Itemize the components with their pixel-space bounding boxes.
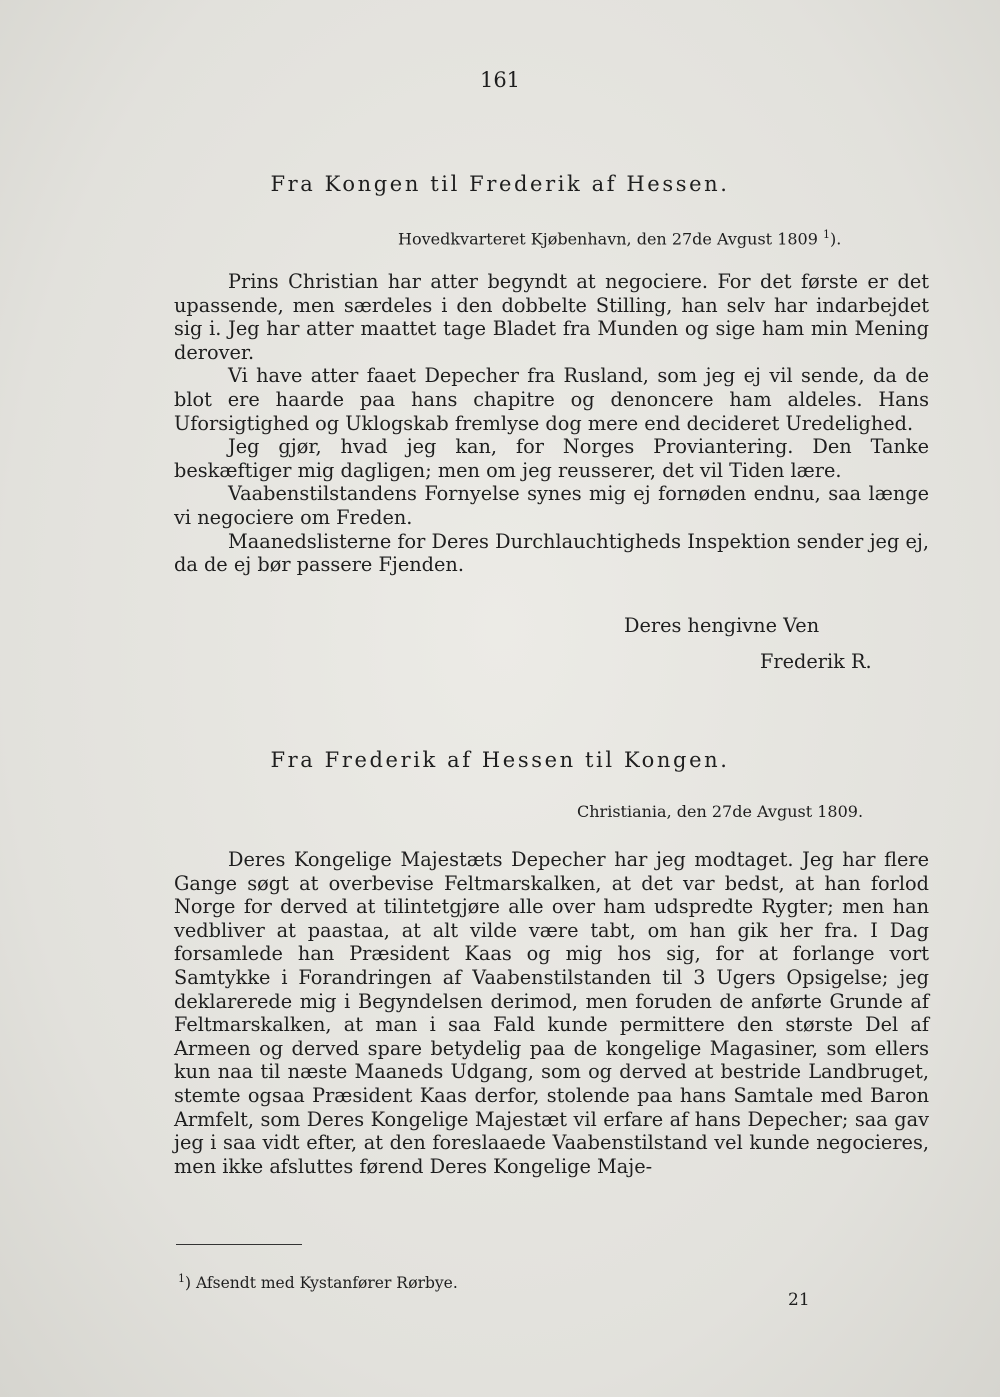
letter1-dateline-suffix: ). bbox=[830, 229, 842, 249]
letter1-footnote-mark: 1 bbox=[823, 228, 830, 241]
letter2-dateline: Christiania, den 27de Avgust 1809. bbox=[577, 802, 864, 821]
footnote-divider bbox=[176, 1244, 302, 1245]
page-number: 161 bbox=[479, 68, 521, 92]
footnote-text: Afsendt med Kystanfører Rørbye. bbox=[196, 1274, 458, 1293]
letter2-paragraph-1: Deres Kongelige Majestæts Depecher har jeg modtaget. Jeg har flere Gange søgt at overbevise Feltmarskalken, at det var bedst, at han forlod Norge for derved at tilintetgjøre alle over ham udspredte Rygter; men han vedbliver at paastaa, at alt vilde være tabt, om han gik her fra. I Dag forsamlede han Præsident Kaas og mig hos sig, for at forlange vort Samtykke i Forandringen af Vaabenstilstanden til 3 Ugers Opsigelse; jeg deklarerede mig i Begyndelsen derimod, men foruden de anførte Grunde af Feltmarskalken, at man i saa Fald kunde permittere den største Del af Armeen og derved spare betydelig paa de kongelige Magasiner, som ellers kun naa til næste Maaneds Udgang, som og derved at bestride Landbruget, stemte ogsaa Præsident Kaas derfor, stolende paa hans Samtale med Baron Armfelt, som Deres Kongelige Majestæt vil erfare af hans Depecher; saa gav jeg i saa vidt efter, at den foreslaaede Vaabenstilstand vel kunde negocieres, men ikke afsluttes førend Deres Kongelige Maje- bbox=[174, 848, 929, 1178]
footnote bbox=[178, 1272, 458, 1292]
letter2-body bbox=[174, 848, 929, 1178]
letter1-paragraph-3: Jeg gjør, hvad jeg kan, for Norges Proviantering. Den Tanke beskæftiger mig dagligen; men om jeg reusserer, det vil Tiden lære. bbox=[174, 435, 929, 482]
letter1-salutation: Deres hengivne Ven bbox=[624, 614, 820, 637]
letter1-paragraph-4: Vaabenstilstandens Fornyelse synes mig ej fornøden endnu, saa længe vi negociere om Freden. bbox=[174, 482, 929, 529]
letter1-dateline bbox=[398, 228, 841, 248]
letter2-heading: Fra Frederik af Hessen til Kongen. bbox=[270, 748, 730, 772]
letter1-paragraph-1: Prins Christian har atter begyndt at negociere. For det første er det upassende, men særdeles i den dobbelte Stilling, han selv har indarbejdet sig i. Jeg har atter maattet tage Bladet fra Munden og sige ham min Mening derover. bbox=[174, 270, 929, 364]
footnote-mark: 1 bbox=[178, 1272, 185, 1285]
letter1-paragraph-2: Vi have atter faaet Depecher fra Rusland, som jeg ej vil sende, da de blot ere haarde paa hans chapitre og denoncere ham aldeles. Hans Uforsigtighed og Uklogskab fremlyse dog mere end decideret Uredelighed. bbox=[174, 364, 929, 435]
sheet-signature-number: 21 bbox=[788, 1290, 810, 1310]
letter1-dateline-text: Hovedkvarteret Kjøbenhavn, den 27de Avgust 1809 bbox=[398, 229, 818, 249]
footnote-mark-suffix: ) bbox=[185, 1274, 192, 1293]
letter1-heading: Fra Kongen til Frederik af Hessen. bbox=[270, 172, 730, 196]
letter1-paragraph-5: Maanedslisterne for Deres Durchlauchtigheds Inspektion sender jeg ej, da de ej bør passere Fjenden. bbox=[174, 529, 929, 577]
letter1-body bbox=[174, 270, 929, 577]
letter1-signature: Frederik R. bbox=[760, 650, 872, 673]
